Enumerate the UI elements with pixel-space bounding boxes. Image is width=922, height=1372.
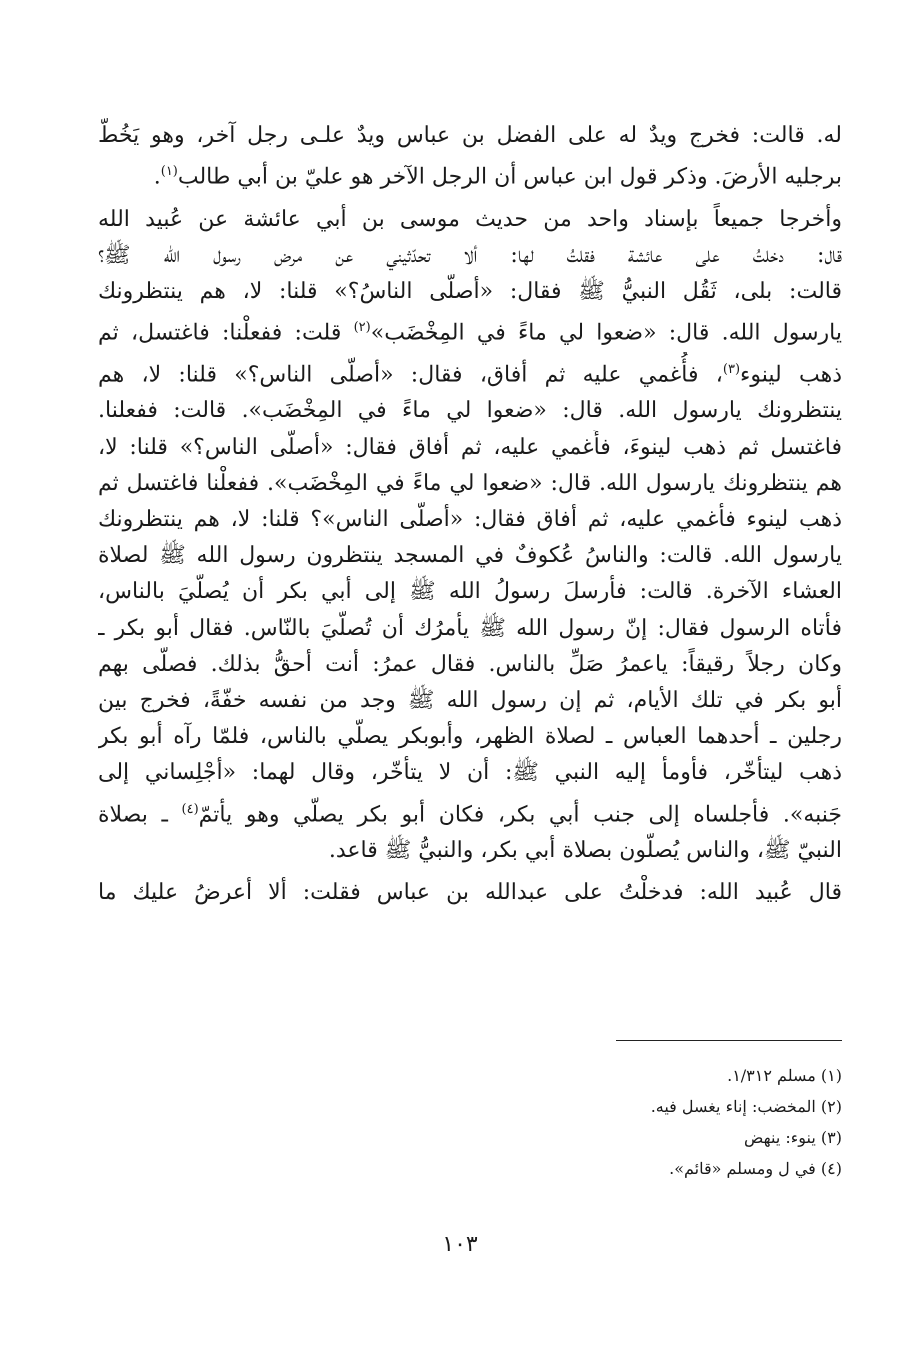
footnote-ref: (٢) [353,320,371,336]
text-line: العشاء الآخرة. قالت: فأرسلَ رسولُ الله ﷺ إلى أبي بكر أن يُصلّيَ بالناس، [98,579,842,605]
text-line: النبيّ ﷺ، والناس يُصلّون بصلاة أبي بكر، والنبيُّ ﷺ قاعد. [328,838,842,864]
text-line: أبو بكر في تلك الأيام، ثم إن رسول الله ﷺ وجد من نفسه خفّةً، فخرج بين [98,688,842,714]
text-line: فأتاه الرسول فقال: إنّ رسول الله ﷺ يأمرُك أن تُصلّيَ بالنّاس. فقال أبو بكر ـ [98,615,842,641]
text-line: هم ينتظرونك يارسول الله. قال: «ضعوا لي ماءً في المِخْضَب». ففعلْنا فاغتسل ثم [98,470,842,496]
text-line: قال: دخلتُ على عائشة فقلتُ لها: ألا تحدّثيني عن مرض رسول الله ﷺ؟ [98,242,842,268]
footnote-ref: (٣) [722,361,741,377]
text-line: ذهب لينوء فأغمي عليه، ثم أفاق فقال: «أصلّى الناس»؟ قلنا: لا، هم ينتظرونك [98,507,842,533]
footnote: (٢) المخضب: إناء يغسل فيه. [650,1097,842,1116]
footnotes [98,1060,842,1184]
text-line: وأخرجا جميعاً بإسناد واحد من حديث موسى بن أبي عائشة عن عُبيد الله [98,206,842,232]
text-line: له. قالت: فخرج ويدٌ له على الفضل بن عباس ويدٌ علـى رجل آخر، وهو يَخُطّ [98,123,842,148]
footnote-divider [616,1040,842,1041]
main-text [98,118,842,912]
text-line: ذهب لينوء$^{(٣)}$، فأُغمي عليه ثم أفاق، فقال: «أصلّى الناس؟» قلنا: لا، هم [98,361,842,388]
text-line: رجلين ـ أحدهما العباس ـ لصلاة الظهر، وأبوبكر يصلّي بالناس، فلمّا رآه أبو بكر [98,724,842,750]
text-line: ينتظرونك يارسول الله. قال: «ضعوا لي ماءً في المِخْضَب». قالت: ففعلنا. [98,398,842,424]
text-line: يارسول الله. قال: «ضعوا لي ماءً في المِخْضَب»$^{(٢)}$ قلت: ففعلْنا: فاغتسل، ثم [98,320,842,346]
text-line: برجليه الأرضَ. وذكر قول ابن عباس أن الرجل الآخر هو عليّ بن أبي طالب$^{(١)}$. [153,164,842,190]
text-line: قالت: بلى، ثَقُل النبيُّ ﷺ فقال: «أصلّى الناسُ؟» قلنا: لا، هم ينتظرونك [98,279,842,305]
text-line: ذهب ليتأخّر، فأومأ إليه النبي ﷺ: أن لا يتأخّر، وقال لهما: «أجْلِساني إلى [98,760,842,786]
text-line: فاغتسل ثم ذهب لينوءَ، فأُغمي عليه، ثم أفاق فقال: «أصلّى الناس؟» قلنا: لا، [98,434,842,460]
footnote-ref: (٤) [181,801,199,817]
text-line: وكان رجلاً رقيقاً: ياعمرُ صَلِّ بالناس. فقال عمرُ: أنت أحقُّ بذلك. فصلّى بهم [98,651,842,677]
footnote: (١) مسلم ١/٣١٢. [727,1066,842,1085]
text-line: جَنبه». فأجلساه إلى جنب أبي بكر، فكان أبو بكر يصلّي وهو يأتمّ$^{(٤)}$ ـ بصلاة [98,801,842,827]
footnote: (٤) في ل ومسلم «قائم». [669,1159,842,1178]
text-line: قال عُبيد الله: فدخلْتُ على عبدالله بن عباس فقلت: ألا أعرضُ عليك ما [98,880,842,906]
text-line: يارسول الله. قالت: والناسُ عُكوفٌ في المسجد ينتظرون رسول الله ﷺ لصلاة [98,543,842,569]
footnote-ref: (١) [160,164,178,180]
footnote: (٣) ينوء: ينهض [744,1128,842,1147]
page-number: ١٠٣ [442,1232,478,1257]
